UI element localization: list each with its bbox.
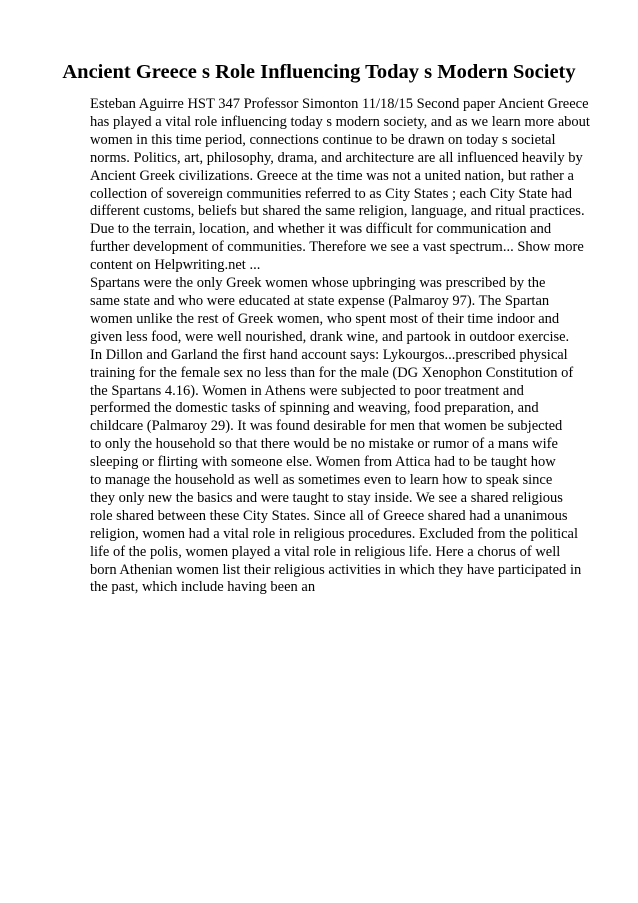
- text-line: norms. Politics, art, philosophy, drama, and architecture are all influenced heavily by: [90, 149, 583, 166]
- text-line: to only the household so that there would be no mistake or rumor of a mans wife: [90, 436, 558, 453]
- text-line: given less food, were well nourished, drank wine, and partook in outdoor exercise.: [90, 328, 570, 345]
- text-line: born Athenian women list their religious activities in which they have participated in: [90, 561, 582, 578]
- text-line: Due to the terrain, location, and whether it was difficult for communication and: [90, 221, 552, 238]
- text-line: different customs, beliefs but shared the same religion, language, and ritual practices.: [90, 203, 585, 220]
- text-line: the Spartans 4.16). Women in Athens were subjected to poor treatment and: [90, 382, 524, 399]
- text-line: life of the polis, women played a vital role in religious life. Here a chorus of well: [90, 543, 561, 560]
- text-line: Spartans were the only Greek women whose upbringing was prescribed by the: [90, 275, 546, 292]
- text-line: further development of communities. Therefore we see a vast spectrum... Show more: [90, 239, 584, 256]
- text-line: women in this time period, connections continue to be drawn on today s societal: [90, 131, 556, 148]
- text-line: religion, women had a vital role in religious procedures. Excluded from the political: [90, 525, 579, 542]
- text-line: has played a vital role influencing today s modern society, and as we learn more about: [90, 113, 590, 130]
- text-line: collection of sovereign communities referred to as City States ; each City State had: [90, 185, 572, 202]
- text-line: sleeping or flirting with someone else. Women from Attica had to be taught how: [90, 454, 556, 471]
- text-line: childcare (Palmaroy 29). It was found desirable for men that women be subjected: [90, 418, 563, 435]
- text-line: training for the female sex no less than for the male (DG Xenophon Constitution of: [90, 364, 574, 381]
- text-line: In Dillon and Garland the first hand account says: Lykourgos...prescribed physical: [90, 346, 568, 363]
- text-line: same state and who were educated at state expense (Palmaroy 97). The Spartan: [90, 292, 550, 309]
- text-line: performed the domestic tasks of spinning and weaving, food preparation, and: [90, 400, 539, 417]
- text-line: the past, which include having been an: [90, 579, 316, 596]
- text-line: to manage the household as well as sometimes even to learn how to speak since: [90, 472, 553, 489]
- text-line: they only new the basics and were taught to stay inside. We see a shared religious: [90, 489, 563, 506]
- text-line: Ancient Greek civilizations. Greece at the time was not a united nation, but rather a: [90, 167, 574, 184]
- text-line: women unlike the rest of Greek women, who spent most of their time indoor and: [90, 310, 560, 327]
- text-line: Esteban Aguirre HST 347 Professor Simonton 11/18/15 Second paper Ancient Greece: [90, 96, 589, 112]
- text-line: role shared between these City States. Since all of Greece shared had a unanimous: [90, 507, 568, 524]
- document-body: [90, 96, 610, 597]
- page-title: Ancient Greece s Role Influencing Today s Modern Society: [62, 61, 576, 83]
- text-line: content on Helpwriting.net ...: [90, 257, 261, 274]
